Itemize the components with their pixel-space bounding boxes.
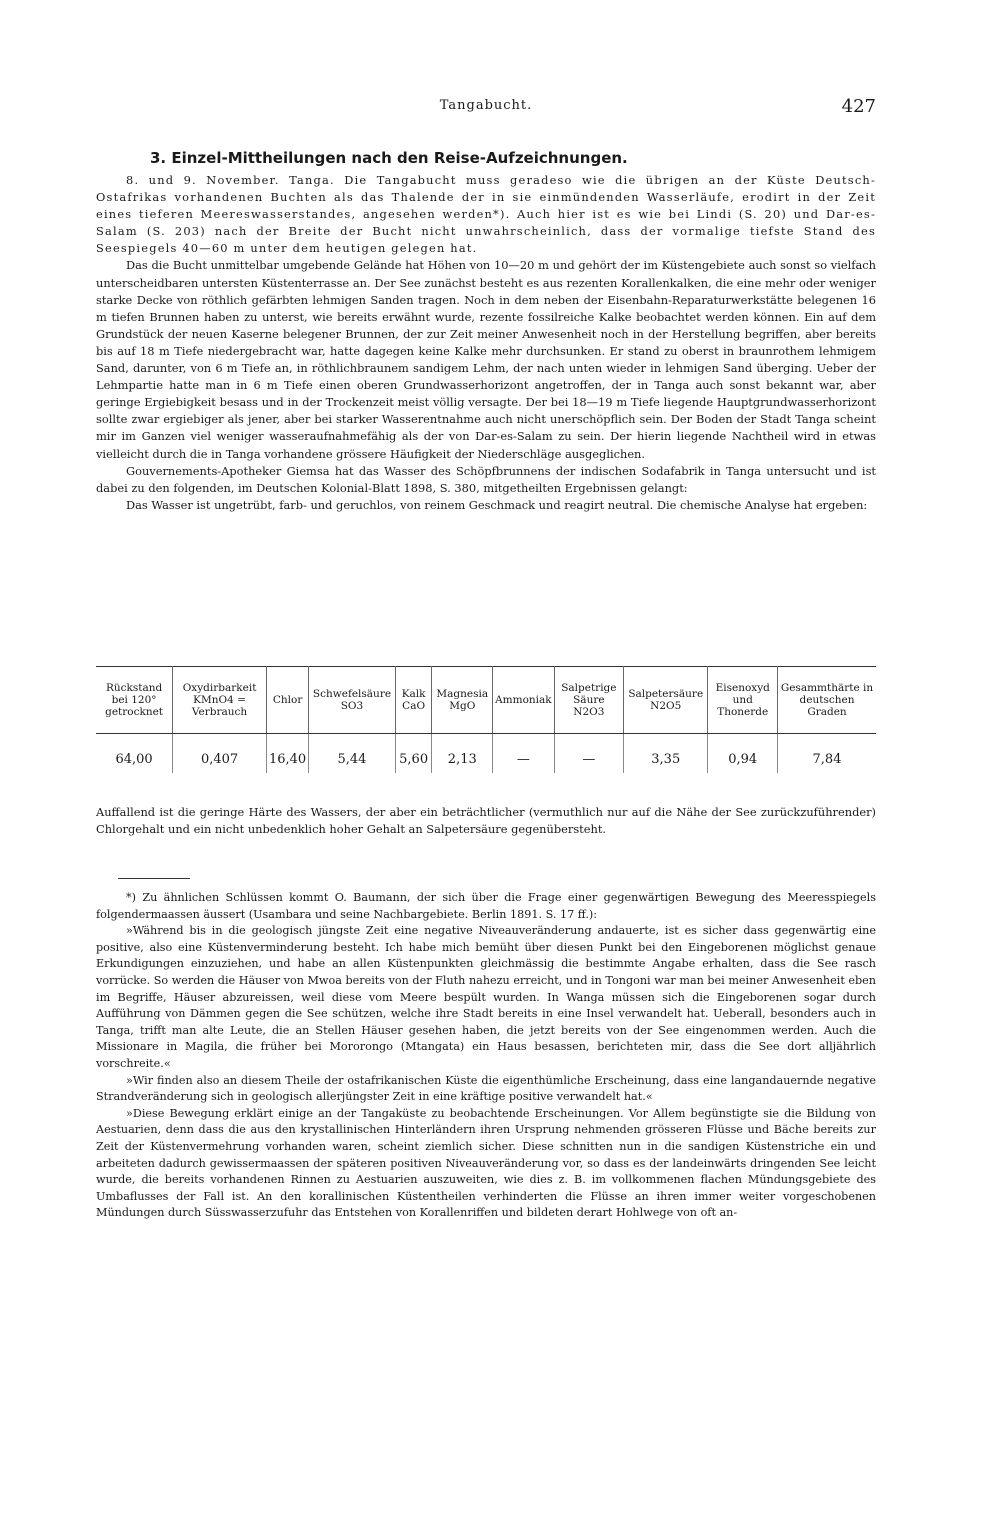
table-header-cell: Oxydirbarkeit KMnO4 = Verbrauch [173, 667, 267, 734]
paragraph-4: Das Wasser ist ungetrübt, farb- und geruchlos, von reinem Geschmack und reagirt neutral. Die chemische Analyse hat ergeben: [126, 497, 868, 512]
analysis-table-wrap [96, 666, 876, 773]
paragraph-2: Das die Bucht unmittelbar umgebende Gelände hat Höhen von 10—20 m und gehört der im Küstengebiete auch sonst so vielfach unterscheidbaren untersten Küstenterrasse an. Der See zunächst besteht es aus rezenten Korallenkalken, die eine mehr oder weniger starke Decke von röthlich gefärbten lehmigen Sanden tragen. Noch in dem neben der Eisenbahn-Reparaturwerkstätte belegenen 16 m tiefen Brunnen haben zu unterst, wie bereits erwähnt wurde, rezente fossilreiche Kalke beobachtet werden können. Ein auf dem Grundstück der neuen Kaserne belegener Brunnen, der zur Zeit meiner Anwesenheit noch in der Herstellung begriffen, aber bereits bis auf 18 m Tiefe niedergebracht war, hatte dagegen keine Kalke mehr durchsunken. Er stand zu oberst in braunrothem lehmigem Sand, darunter, von 6 m Tiefe an, in röthlichbraunem sandigem Lehm, der nach unten wieder in lehmigen Sand überging. Ueber der Lehmpartie hatte man in 6 m Tiefe einen oberen Grundwasserhorizont angetroffen, der in Tanga auch sonst bekannt war, aber geringe Ergiebigkeit besass und in der Trockenzeit meist völlig versagte. Der bei 18—19 m Tiefe liegende Hauptgrundwasserhorizont sollte zwar ergiebiger als jener, aber bei starker Wasserentnahme auch nicht unerschöpflich sein. Der Boden der Stadt Tanga scheint mir im Ganzen viel weniger wasseraufnahmefähig als der von Dar-es-Salam zu sein. Der hierin liegende Nachtheil wird in etwas vielleicht durch die in Tanga vorhandene grössere Häufigkeit der Niederschläge ausgeglichen. [96, 258, 876, 461]
table-cell: 16,40 [266, 734, 308, 774]
paragraph-1-lead: 8. und 9. November. Tanga. [126, 173, 335, 187]
footnote-2: »Während bis in die geologisch jüngste Zeit eine negative Niveauveränderung andauerte, ist es sicher dass gegenwärtig eine positive, also eine Küstenverminderung besteht. Ich habe mich bemüht über diesen Punkt bei den Eingeborenen möglichst genaue Erkundigungen einzuziehen, und habe an allen Küstenpunkten gleichmässig die bestimmte Angabe erhalten, dass die See rasch vorrücke. So werden die Häuser von Mwoa bereits von der Fluth nahezu erreicht, und in Tongoni war man bei meiner Anwesenheit eben im Begriffe, Häuser abzureissen, weil diese vom Meere bespült wurden. In Wanga müssen sich die Eingeborenen sogar durch Aufführung von Dämmen gegen die See schützen, welche ihre Stadt bereits in eine Insel verwandelt hat. Ueberall, besonders auch in Tanga, trifft man alte Leute, die an Stellen Häuser gesehen haben, die jetzt bereits von der See eingenommen werden. Auch die Missionare in Magila, die früher bei Mororongo (Mtangata) ein Haus besassen, berichteten mir, dass die See dort alljährlich vorschreite.« [96, 924, 876, 1070]
after-table-block [96, 804, 876, 838]
table-header-cell: Rückstand bei 120° getrocknet [96, 667, 173, 734]
table-header-row [96, 667, 876, 734]
footnote-1: *) Zu ähnlichen Schlüssen kommt O. Baumann, der sich über die Frage einer gegenwärtigen Bewegung des Meeresspiegels folgendermaassen äussert (Usambara und seine Nachbargebiete. Berlin 1891. S. 17 ff.): [96, 891, 876, 921]
table-cell: 0,407 [173, 734, 267, 774]
table-header-cell: Salpetersäure N2O5 [624, 667, 708, 734]
running-head [96, 96, 876, 120]
after-table-paragraph: Auffallend ist die geringe Härte des Wassers, der aber ein beträchtlicher (vermuthlich nur auf die Nähe der See zurückzuführender) Chlorgehalt und ein nicht unbedenklich hoher Gehalt an Salpetersäure gegenübersteht. [96, 805, 876, 837]
table-header-cell: Salpetrige Säure N2O3 [554, 667, 623, 734]
table-cell: 5,60 [395, 734, 432, 774]
footnote-4: »Diese Bewegung erklärt einige an der Tangaküste zu beobachtende Erscheinungen. Vor Allem begünstigte sie die Bildung von Aestuarien, denn dass die aus den krystallinischen Hinterländern ihren Ursprung nehmenden grösseren Flüsse und Bäche bereits zur Zeit der Küstenvermehrung vorhanden waren, scheint ziemlich sicher. Diese schnitten nun in die sandigen Küstenstriche ein und arbeiteten dadurch gewissermaassen der späteren positiven Niveauveränderung vor, so dass es der landeinwärts dringenden See leicht wurde, die bereits vorhandenen Rinnen zu Aestuarien auszuweiten, wie dies z. B. im vollkommenen flachen Mündungsgebiete des Umbaflusses der Fall ist. An den korallinischen Küstentheilen verhinderten die Flüsse an ihren immer weiter vorgeschobenen Mündungen durch Süsswasserzufuhr das Entstehen von Korallenriffen und bildeten derart Hohlwege von oft an- [96, 1106, 876, 1220]
paragraph-1 [96, 172, 876, 257]
table-cell: — [493, 734, 555, 774]
running-title: Tangabucht. [439, 98, 533, 113]
analysis-table [96, 666, 876, 773]
table-header-cell: Schwefelsäure SO3 [309, 667, 396, 734]
table-cell: 64,00 [96, 734, 173, 774]
table-header-cell: Gesammthärte in deutschen Graden [778, 667, 877, 734]
table-row [96, 734, 876, 774]
footnote-3: »Wir finden also an diesem Theile der ostafrikanischen Küste die eigenthümliche Erscheinung, dass eine langandauernde negative Strandveränderung sich in geologisch allerjüngster Zeit in eine kräftige positive verwandelt hat.« [96, 1073, 876, 1104]
table-cell: 2,13 [432, 734, 493, 774]
table-cell: 0,94 [708, 734, 778, 774]
body-text [96, 172, 876, 514]
paragraph-1-rest: Die Tangabucht muss geradeso wie die übrigen an der Küste Deutsch-Ostafrikas vorhandenen Buchten als das Thalende der in sie einmündenden Wasserläufe, erodirt in der Zeit eines tieferen Meereswasserstandes, angesehen werden*). Auch hier ist es wie bei Lindi (S. 20) und Dar-es-Salam (S. 203) nach der Breite der Bucht nicht unwahrscheinlich, dass der vormalige tiefste Stand des Seespiegels 40—60 m unter dem heutigen gelegen hat. [96, 173, 877, 256]
paragraph-3: Gouvernements-Apotheker Giemsa hat das Wasser des Schöpfbrunnens der indischen Sodafabrik in Tanga untersucht und ist dabei zu den folgenden, im Deutschen Kolonial-Blatt 1898, S. 380, mitgetheilten Ergebnissen gelangt: [96, 463, 876, 495]
table-header-cell: Eisenoxyd und Thonerde [708, 667, 778, 734]
table-cell: 5,44 [309, 734, 396, 774]
table-cell: 7,84 [812, 752, 842, 767]
section-heading: 3. Einzel-Mittheilungen nach den Reise-Aufzeichnungen. [150, 149, 628, 167]
page-number: 427 [841, 96, 876, 117]
table-header-cell: Ammoniak [493, 667, 555, 734]
table-header-cell: Chlor [266, 667, 308, 734]
table-header-cell: Magnesia MgO [432, 667, 493, 734]
footnote-divider [118, 878, 190, 879]
footnote-block [96, 890, 876, 1222]
table-cell: 3,35 [624, 734, 708, 774]
table-header-cell: Kalk CaO [395, 667, 432, 734]
table-cell: — [554, 734, 623, 774]
